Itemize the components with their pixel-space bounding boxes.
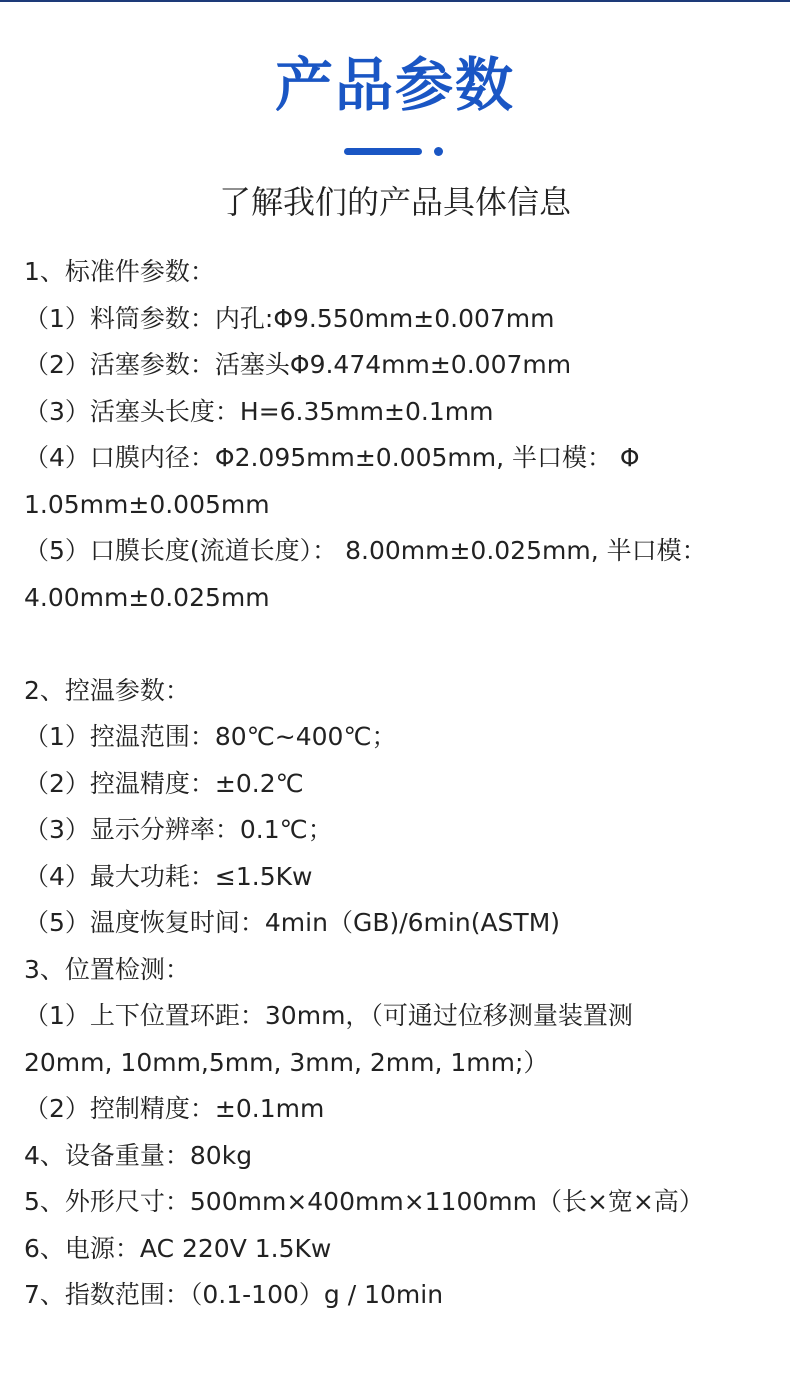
spec-section-temperature: 2、控温参数： [24, 675, 190, 705]
page-title: 产品参数 [274, 51, 515, 119]
spec-list [24, 249, 774, 1319]
spec-position-distance: （1）上下位置环距：30mm，（可通过位移测量装置测 [24, 1001, 633, 1030]
title-underline-dot [434, 147, 443, 156]
spec-power-supply: 6、电源：AC 220V 1.5Kw [24, 1233, 332, 1263]
spec-temp-accuracy: （2）控温精度：±0.2℃ [24, 768, 304, 798]
page-subtitle: 了解我们的产品具体信息 [218, 183, 571, 221]
title-underline-bar [344, 148, 422, 155]
spec-die-length: （5）口膜长度(流道长度）： 8.00mm±0.025mm, 半口模： [24, 536, 707, 565]
spec-display-resolution: （3）显示分辨率：0.1℃； [24, 815, 333, 844]
spec-section-standard-parts: 1、标准件参数： [24, 257, 215, 286]
spec-temp-range: （1）控温范围：80℃~400℃； [24, 722, 397, 751]
spec-control-accuracy: （2）控制精度：±0.1mm [24, 1094, 325, 1123]
spec-die-inner-diameter-cont: 1.05mm±0.005mm [24, 489, 270, 519]
spec-temp-recovery-time: （5）温度恢复时间：4min（GB)/6min(ASTM) [24, 908, 561, 937]
spec-max-power: （4）最大功耗：≤1.5Kw [24, 861, 313, 891]
top-border-line [0, 0, 790, 2]
spec-barrel-params: （1）料筒参数：内孔:Φ9.550mm±0.007mm [24, 303, 555, 333]
spec-die-length-cont: 4.00mm±0.025mm [24, 582, 270, 612]
spec-piston-params: （2）活塞参数：活塞头Φ9.474mm±0.007mm [24, 350, 572, 379]
spec-weight: 4、设备重量：80kg [24, 1140, 253, 1170]
spec-position-distance-cont: 20mm, 10mm,5mm, 3mm, 2mm, 1mm;） [24, 1047, 549, 1077]
spec-piston-head-length: （3）活塞头长度：H=6.35mm±0.1mm [24, 396, 494, 426]
spacer [24, 621, 774, 668]
spec-index-range: 7、指数范围：（0.1-100）g / 10min [24, 1280, 444, 1309]
spec-section-position: 3、位置检测： [24, 954, 190, 984]
spec-die-inner-diameter: （4）口膜内径：Φ2.095mm±0.005mm, 半口模： Φ [24, 443, 640, 472]
spec-dimensions: 5、外形尺寸：500mm×400mm×1100mm（长×宽×高） [24, 1187, 704, 1216]
